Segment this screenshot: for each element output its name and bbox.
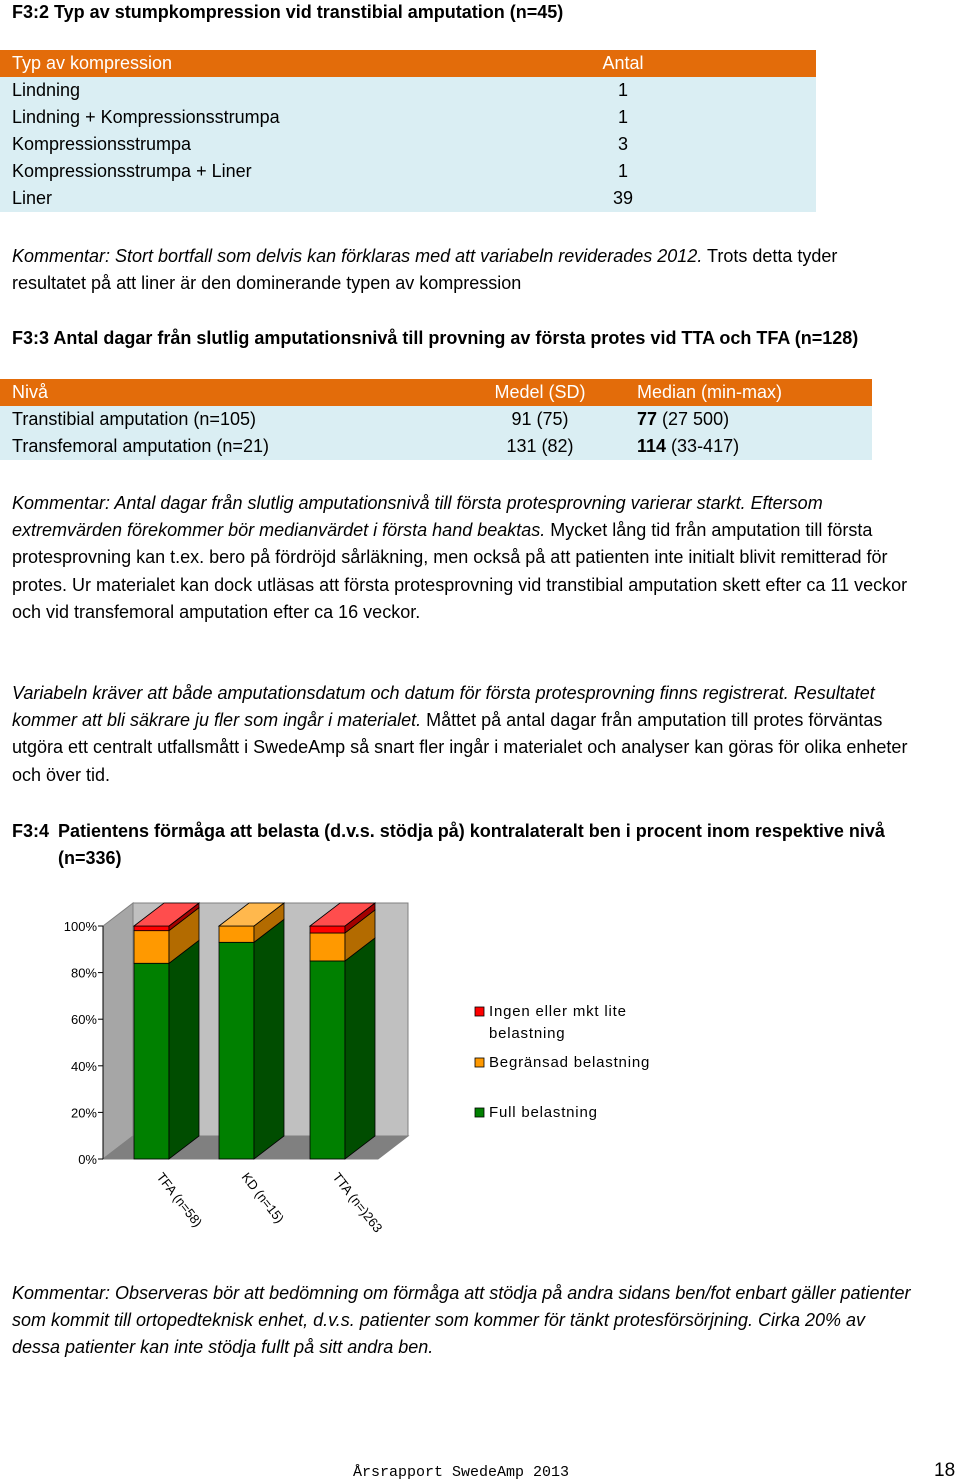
bar-segment-front [219, 926, 254, 942]
legend-label: Full belastning [489, 1104, 598, 1121]
col-level-header: Nivå [0, 379, 455, 406]
f32-comment [12, 243, 912, 297]
bar-segment-front [134, 926, 169, 931]
load-bearing-chart [0, 890, 960, 1260]
row-median [625, 406, 872, 433]
f34-heading [12, 818, 932, 872]
bar-segment-side [345, 938, 375, 1159]
y-tick-label: 20% [70, 1105, 97, 1121]
bar-segment-side [254, 919, 284, 1159]
table-row [0, 433, 872, 460]
bar-segment-front [134, 931, 169, 964]
f34-comment [12, 1280, 917, 1362]
x-tick-label: TTA (n=)263 [329, 1169, 386, 1236]
col-type-header: Typ av kompression [0, 50, 560, 77]
bar-segment-front [310, 933, 345, 961]
x-tick-label: TFA (n=58) [153, 1169, 206, 1230]
col-median-header: Median (min-max) [625, 379, 872, 406]
y-tick-label: 100% [63, 919, 97, 934]
bar-segment-side [169, 940, 199, 1159]
x-tick-label: KD (n=15) [238, 1169, 288, 1226]
f33-heading: F3:3 Antal dagar från slutlig amputationsnivå till provning av första protes vid TTA och TFA (n=128) [12, 328, 859, 348]
row-median [625, 433, 872, 460]
comment-italic: Kommentar: Antal dagar från slutlig amputationsnivå till första protesprovning varierar starkt. Eftersom extremvärden förekommer bör medianvärdet i första hand beaktas. [12, 493, 823, 541]
bar-segment-front [310, 926, 345, 933]
table-header-row [0, 379, 872, 406]
comment-plain: Måttet på antal dagar från amputation till protes förväntas utgöra ett centralt utfallsmått i SwedeAmp så snart fler ingår i materialet och analyser kan göras för olika enheter och över tid. [12, 710, 908, 785]
table-header-row [0, 50, 816, 77]
row-value: 1 [560, 104, 816, 131]
compression-table [0, 50, 816, 212]
median-range: (27 500) [657, 409, 730, 429]
table-row [0, 158, 816, 185]
legend-swatch [475, 1058, 484, 1067]
table-row [0, 406, 872, 433]
heading-number: F3:4 [12, 821, 50, 841]
row-label: Liner [0, 185, 560, 212]
row-label: Transfemoral amputation (n=21) [0, 433, 455, 460]
table-row [0, 77, 816, 104]
y-tick-label: 40% [70, 1058, 97, 1074]
comment-italic: Kommentar: Stort bortfall som delvis kan förklaras med att variabeln reviderades 2012. [12, 246, 703, 266]
legend-label: Begränsad belastning [489, 1054, 651, 1071]
comment-plain: Mycket lång tid från amputation till första protesprovning kan t.ex. bero på fördröjd sårläkning, men också på att patienten inte initialt blivit remitterad för protes. Ur materialet kan dock utläsas att första protesprovning vid transtibial amputation skett efter ca 11 veckor och vid transfemoral amputation efter ca 16 veckor. [12, 520, 908, 622]
comment-italic: Kommentar: Observeras bör att bedömning om förmåga att stödja på andra sidans ben/fot enbart gäller patienter som kommit till ortopedteknisk enhet, d.v.s. patienter som kommer för tänkt protesförsörjning. Cirka 20% av dessa patienter kan inte stödja fullt på sitt andra ben. [12, 1283, 911, 1358]
table-row [0, 104, 816, 131]
row-mean: 91 (75) [455, 406, 625, 433]
col-count-header: Antal [560, 50, 816, 77]
footer-text: Årsrapport SwedeAmp 2013 [353, 1464, 570, 1481]
table-row [0, 185, 816, 212]
row-value: 1 [560, 158, 816, 185]
median-value: 114 [637, 436, 667, 456]
legend-label: Ingen eller mkt lite belastning [489, 1003, 627, 1042]
legend-swatch [475, 1108, 484, 1117]
chart-side-wall [103, 903, 133, 1159]
days-table [0, 379, 872, 460]
page-number: 18 [934, 1460, 956, 1481]
comment-italic: Variabeln kräver att både amputationsdatum och datum för första protesprovning finns registrerat. Resultatet kommer att bli säkrare ju fler som ingår i materialet. [12, 683, 875, 731]
comment-plain: Trots detta tyder resultatet på att liner är den dominerande typen av kompression [12, 246, 838, 294]
row-value: 1 [560, 77, 816, 104]
bar-segment-front [134, 963, 169, 1159]
y-tick-label: 60% [70, 1012, 97, 1028]
bar-segment-front [219, 942, 254, 1159]
row-value: 39 [560, 185, 816, 212]
bar-segment-front [310, 961, 345, 1159]
legend-swatch [475, 1007, 484, 1016]
row-mean: 131 (82) [455, 433, 625, 460]
y-tick-label: 0% [78, 1152, 97, 1167]
median-range: (33-417) [666, 436, 740, 456]
median-value: 77 [637, 409, 658, 429]
f33-comment-1 [12, 490, 917, 626]
row-label: Lindning [0, 77, 560, 104]
f33-comment-2 [12, 680, 917, 789]
y-tick-label: 80% [70, 965, 97, 981]
row-label: Kompressionsstrumpa + Liner [0, 158, 560, 185]
row-label: Kompressionsstrumpa [0, 131, 560, 158]
row-value: 3 [560, 131, 816, 158]
table-row [0, 131, 816, 158]
f32-heading: F3:2 Typ av stumpkompression vid transtibial amputation (n=45) [12, 2, 564, 22]
col-mean-header: Medel (SD) [455, 379, 625, 406]
heading-text: Patientens förmåga att belasta (d.v.s. stödja på) kontralateralt ben i procent inom respektive nivå (n=336) [58, 821, 885, 868]
row-label: Lindning + Kompressionsstrumpa [0, 104, 560, 131]
row-label: Transtibial amputation (n=105) [0, 406, 455, 433]
